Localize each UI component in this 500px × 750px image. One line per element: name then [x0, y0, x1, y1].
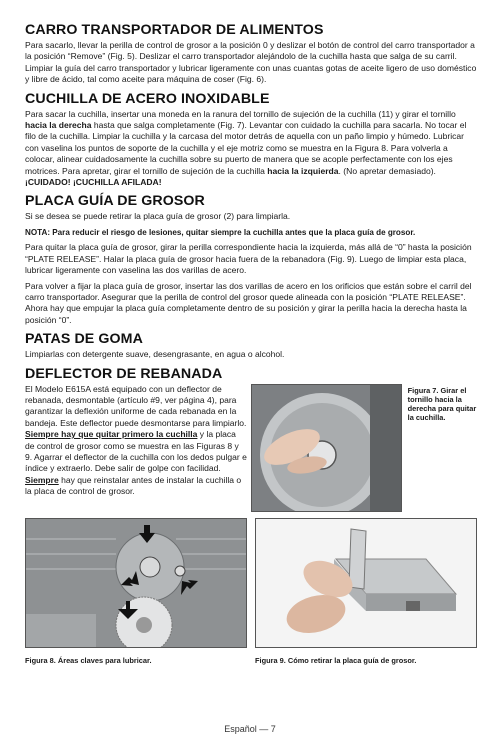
figure-9 — [255, 518, 477, 665]
figure-7-caption: Figura 7. Girar el tornillo hacia la derecha para quitar la cuchilla. — [407, 385, 477, 422]
safety-note: NOTA: Para reducir el riesgo de lesiones, quitar siempre la cuchilla antes que la placa guía de grosor. — [25, 227, 416, 237]
figure-9-caption: Figura 9. Cómo retirar la placa guía de grosor. — [255, 655, 417, 665]
manual-page — [25, 22, 477, 665]
section-title: DEFLECTOR DE REBANADA — [25, 365, 223, 382]
section-text: El Modelo E615A está equipado con un deflector de rebanada, desmontable (artículo #9, ver página 4), para garantizar la deflexión uniforme de cada rebanada en la bandeja. Este deflector puede desmontarse para limpiarlo. Siempre hay que quitar primero la cuchilla y la placa de control de grosor como se muestra en las Figuras 8 y 9. Agarrar el deflector de la cuchilla con los dedos pulgar e índice y extraerlo. Debe salir de golpe con facilidad. Siempre hay que reinstalar antes de instalar la cuchilla o la placa de control de grosor. — [25, 383, 247, 497]
figure-8 — [25, 518, 247, 665]
lubrication-diagram — [26, 519, 246, 647]
figure-8-photo — [25, 518, 247, 648]
section-title: CARRO TRANSPORTADOR DE ALIMENTOS — [25, 22, 324, 38]
figure-7 — [251, 384, 477, 512]
section-cuchilla — [25, 91, 477, 189]
figure-row — [25, 518, 477, 665]
section-deflector — [25, 366, 477, 512]
figure-8-caption: Figura 8. Áreas claves para lubricar. — [25, 655, 152, 665]
section-text: Para sacar la cuchilla, insertar una moneda en la ranura del tornillo de sujeción de la cuchilla (11) y girar el tornillo hacia la derecha hasta que salga completamente (Fig. 7). Levantar con cuidado la cuchilla para sacarla. No tocar el filo de la cuchilla. Limpiar la cuchilla y la carcasa del motor detrás de aquella con un paño limpio y húmedo. Lubricar con vaselina los puntos de soporte de la cuchilla y el eje motriz como se muestra en la Figura 8. Para volverla a colocar, alinear cuidadosamente la cuchilla sobre su puerto de manera que se acople perfectamente con los ejes motrices. Para apretar, girar el tornillo de sujeción de la cuchilla hacia la izquierda. (No apretar demasiado). ¡CUIDADO! ¡CUCHILLA AFILADA! — [25, 108, 467, 188]
section-placa — [25, 193, 477, 326]
figure-9-photo — [255, 518, 477, 648]
figure-7-photo — [251, 384, 402, 512]
section-text: Para volver a fijar la placa guía de grosor, insertar las dos varillas de acero en los orificios que están sobre el carril del carro transportador. Asegurar que la perilla de control del grosor quede alineada con la posición “PLATE RELEASE”. Ahora hay que empujar la placa guía completamente dentro de su posición y girar la perilla hacia la derecha hasta la posición “0”. — [25, 280, 472, 325]
plate-removal-photo — [256, 519, 476, 647]
page-footer: Español — 7 — [224, 724, 276, 734]
section-text: Para quitar la placa guía de grosor, girar la perilla correspondiente hacia la izquierda, más allá de “0” hasta la posición “PLATE RELEASE”. Halar la placa guía de grosor hacia fuera de la rebanadora (Fig. 9). Luego de limpiar esta placa, lubricar ligeramente con vaselina las dos varillas de acero. — [25, 242, 472, 276]
section-carro — [25, 22, 477, 86]
section-title: PLACA GUÍA DE GROSOR — [25, 193, 205, 210]
section-text: Si se desea se puede retirar la placa guía de grosor (2) para limpiarla. — [25, 211, 291, 222]
section-title: PATAS DE GOMA — [25, 331, 143, 348]
section-title: CUCHILLA DE ACERO INOXIDABLE — [25, 90, 270, 107]
section-text: Para sacarlo, llevar la perilla de control de grosor a la posición 0 y deslizar el botón de control del carro transportador a la posición “Remove” (Fig. 5). Deslizar el carro transportador alejándolo de la cuchilla hasta que salga de su carril. Limpiar la guía del carro transportador y lubricar ligeramente con unas cuantas gotas de aceite ligero de uso doméstico y libre de ácido, tal como aceite para máquina de coser (Fig. 6). — [25, 40, 477, 85]
section-text: Limpiarlas con detergente suave, desengrasante, en agua o alcohol. — [25, 349, 285, 360]
section-patas — [25, 331, 477, 360]
slicer-blade-photo — [252, 385, 402, 511]
